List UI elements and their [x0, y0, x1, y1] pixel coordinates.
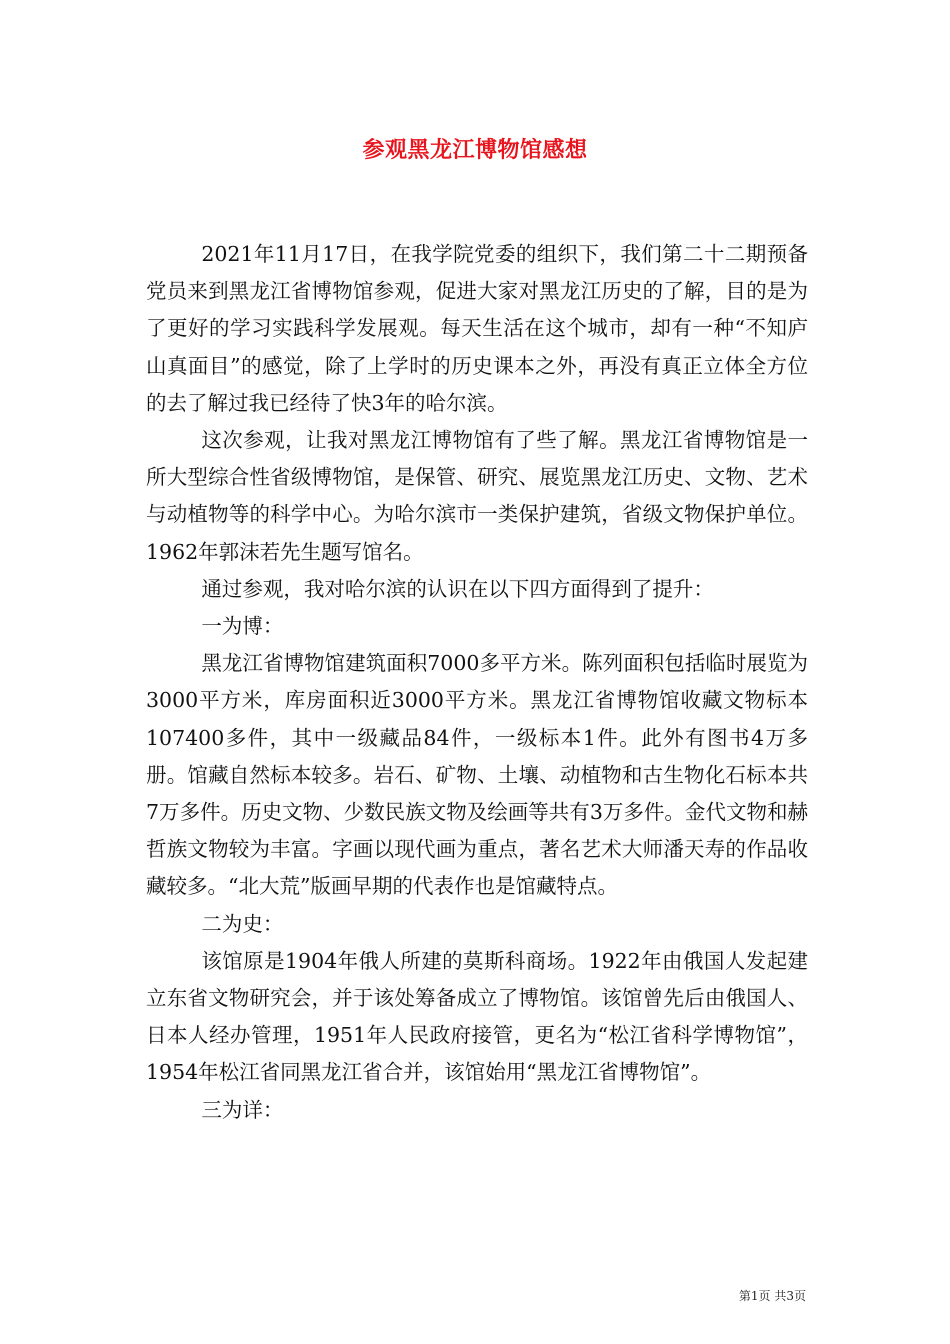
- section-heading-xiang: 三为详：: [201, 1097, 284, 1122]
- page-title: 参观黑龙江博物馆感想: [362, 137, 588, 163]
- paragraph-intro: 2021年11月17日，在我学院党委的组织下，我们第二十二期预备党员来到黑龙江省博物馆参观，促进大家对黑龙江历史的了解，目的是为了更好的学习实践科学发展观。每天生活在这个城市，却有一种“不知庐山真面目”的感觉，除了上学时的历史课本之外，再没有真正立体全方位的去了解过我已经待了快3年的哈尔滨。: [146, 242, 808, 415]
- paragraph-shi: 该馆原是1904年俄人所建的莫斯科商场。1922年由俄国人发起建立东省文物研究会，并于该处筹备成立了博物馆。该馆曾先后由俄国人、日本人经办管理，1951年人民政府接管，更名为“松江省科学博物馆”，1954年松江省同黑龙江省合并，该馆始用“黑龙江省博物馆”。: [146, 948, 808, 1085]
- paragraph-overview: 这次参观，让我对黑龙江博物馆有了些了解。黑龙江省博物馆是一所大型综合性省级博物馆，是保管、研究、展览黑龙江历史、文物、艺术与动植物等的科学中心。为哈尔滨市一类保护建筑，省级文物保护单位。1962年郭沫若先生题写馆名。: [146, 428, 808, 564]
- page-number-footer: 第1页 共3页: [738, 1289, 806, 1303]
- paragraph-transition: 通过参观，我对哈尔滨的认识在以下四方面得到了提升：: [201, 576, 714, 601]
- paragraph-bo: 黑龙江省博物馆建筑面积7000多平方米。陈列面积包括临时展览为3000平方米，库房面积近3000平方米。黑龙江省博物馆收藏文物标本107400多件，其中一级藏品84件，一级标本1件。此外有图书4万多册。馆藏自然标本较多。岩石、矿物、土壤、动植物和古生物化石标本共7万多件。历史文物、少数民族文物及绘画等共有3万多件。金代文物和赫哲族文物较为丰富。字画以现代画为重点，著名艺术大师潘天寿的作品收藏较多。“北大荒”版画早期的代表作也是馆藏特点。: [146, 651, 808, 899]
- section-heading-bo: 一为博：: [201, 614, 284, 639]
- section-heading-shi: 二为史：: [201, 911, 284, 936]
- document-body: [146, 236, 808, 1129]
